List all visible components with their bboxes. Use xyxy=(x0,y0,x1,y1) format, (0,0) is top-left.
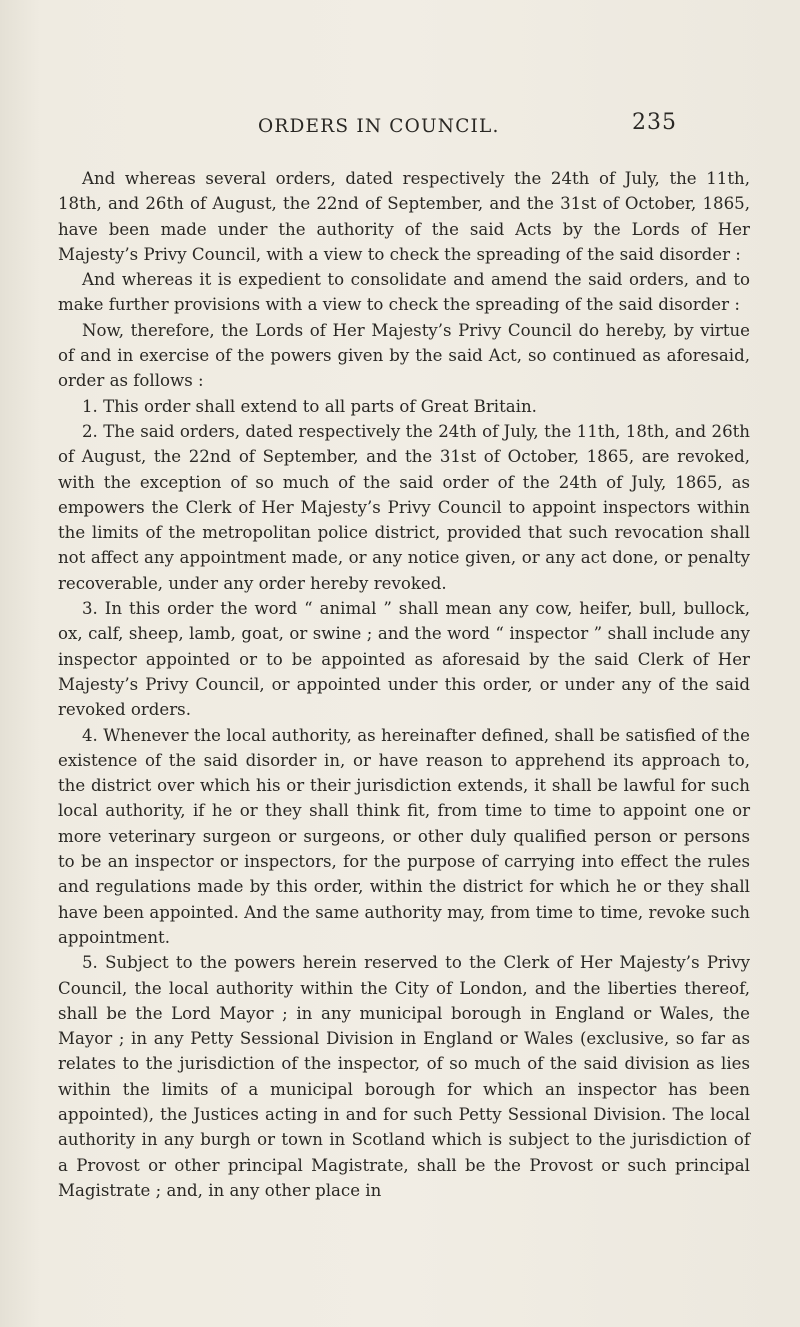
paragraph: And whereas several orders, dated respectively the 24th of July, the 11th, 18th, and 26th of August, the 22nd of September, and the 31st of October, 1865, have been made under the authority of the said Acts by the Lords of Her Majesty’s Privy Council, with a view to check the spreading of the said disorder : xyxy=(58,169,750,264)
clause-4: 4. Whenever the local authority, as hereinafter defined, shall be satisfied of the existence of the said disorder in, or have reason to apprehend its approach to, the district over which his or their jurisdiction extends, it shall be lawful for such local authority, if he or they shall think fit, from time to time to appoint one or more veterinary surgeon or surgeons, or other duly qualified person or persons to be an inspector or inspectors, for the purpose of carrying into effect the rules and regulations made by this order, within the district for which he or they shall have been appointed. And the same authority may, from time to time, revoke such appointment. xyxy=(58,725,750,947)
clause-2: 2. The said orders, dated respectively the 24th of July, the 11th, 18th, and 26th of August, the 22nd of September, and the 31st of October, 1865, are revoked, with the exception of so much of the said order of the 24th of July, 1865, as empowers the Clerk of Her Majesty’s Privy Council to appoint inspectors within the limits of the metropolitan police district, provided that such revocation shall not affect any appointment made, or any notice given, or any act done, or penalty recoverable, under any order hereby revoked. xyxy=(58,421,750,593)
paragraph: And whereas it is expedient to consolidate and amend the said orders, and to make further provisions with a view to check the spreading of the said disorder : xyxy=(58,270,750,315)
page-header xyxy=(0,110,800,150)
body-text xyxy=(58,166,750,1203)
clause-5: 5. Subject to the powers herein reserved to the Clerk of Her Majesty’s Privy Council, the local authority within the City of London, and the liberties thereof, shall be the Lord Mayor ; in any municipal borough in England or Wales, the Mayor ; in any Petty Sessional Division in England or Wales (exclusive, so far as relates to the jurisdiction of the inspector, of so much of the said division as lies within the limits of a municipal borough for which an inspector has been appointed), the Justices acting in and for such Petty Sessional Division. The local authority in any burgh or town in Scotland which is subject to the jurisdiction of a Provost or other principal Magistrate, shall be the Provost or such principal Magistrate ; and, in any other place in xyxy=(58,953,750,1200)
page-number: 235 xyxy=(632,110,677,135)
clause-1: 1. This order shall extend to all parts of Great Britain. xyxy=(82,396,537,416)
clause-3: 3. In this order the word “ animal ” shall mean any cow, heifer, bull, bullock, ox, calf, sheep, lamb, goat, or swine ; and the word “ inspector ” shall include any inspector appointed or to be appointed as aforesaid by the said Clerk of Her Majesty’s Privy Council, or appointed under this order, or under any of the said revoked orders. xyxy=(58,599,750,720)
paragraph: Now, therefore, the Lords of Her Majesty’s Privy Council do hereby, by virtue of and in exercise of the powers given by the said Act, so continued as aforesaid, order as follows : xyxy=(58,320,750,391)
running-head: ORDERS IN COUNCIL. xyxy=(258,116,500,137)
